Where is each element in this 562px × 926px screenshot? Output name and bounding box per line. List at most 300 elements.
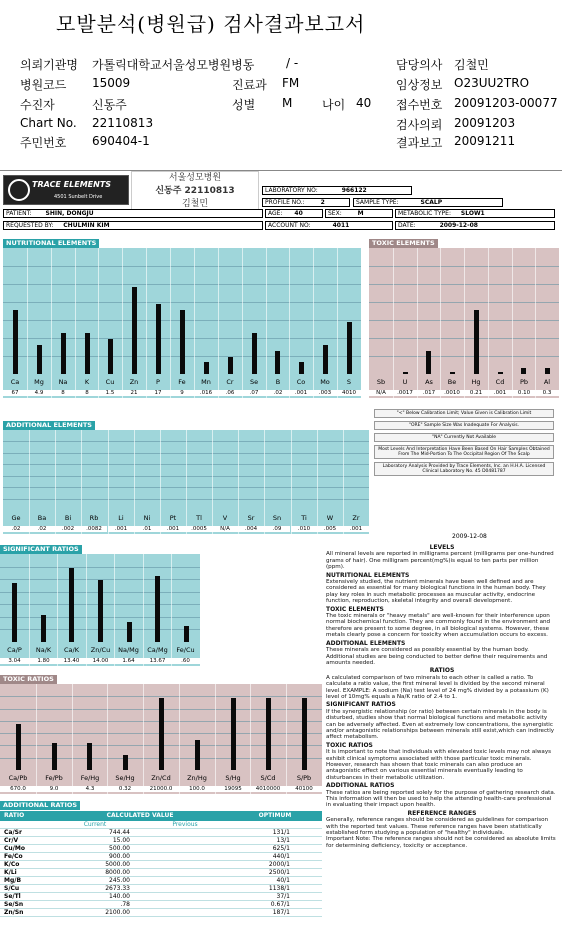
section-heading: NUTRITIONAL ELEMENTS [326, 571, 410, 579]
ratio-name: Se/Tl [4, 893, 21, 900]
hair-analysis-report [0, 170, 562, 926]
section-paragraph: These minerals are considered as possibly essential by the human body. Additional studies are being conducted to better define their requirements and amounts needed. [326, 647, 548, 666]
column-divider [440, 248, 441, 398]
report-date-footer: 2009-12-08 [452, 533, 487, 540]
report-header [0, 0, 562, 165]
date-box: DATE: 2009-12-08 [395, 221, 555, 230]
ratio-optimum: 1138/1 [268, 885, 290, 892]
ratio-name: Zn/Sn [4, 909, 24, 916]
value-chart: 22110813 [92, 116, 154, 130]
bar-label: Ca/Pb [8, 774, 28, 782]
bar-value: 0.32 [107, 786, 143, 792]
ratio-optimum: 2000/1 [268, 861, 290, 868]
logo-address: 4501 Sunbelt Drive [54, 194, 103, 200]
bar-label: Zn/Cu [90, 646, 111, 654]
ratio-current: 2673.33 [105, 885, 130, 892]
chart-bar [37, 345, 42, 374]
chart-bar [474, 310, 479, 374]
ratio-current: 5000.00 [105, 861, 130, 868]
table-row [0, 877, 322, 885]
table-row [0, 885, 322, 893]
ratio-previous [140, 901, 230, 908]
label-sex: 성별 [232, 98, 256, 112]
patient-box: PATIENT: SHIN, DONGJU [3, 209, 263, 218]
stamp-line-3: 김철민 [181, 199, 209, 209]
bar-label: W [326, 514, 334, 522]
lab-no-box: LABORATORY NO: 966122 [262, 186, 412, 195]
significant-ratios-chart [0, 554, 200, 666]
bar-value: .003 [313, 390, 337, 396]
ratio-optimum: 440/1 [272, 853, 290, 860]
bar-label: Ba [37, 514, 47, 522]
bar-value: .02 [266, 390, 290, 396]
notes-block [374, 409, 554, 479]
bar-label: Al [543, 378, 551, 386]
bar-value: .02 [3, 526, 29, 532]
chart-bar [69, 568, 74, 642]
significant-ratios-title: SIGNIFICANT RATIOS [0, 545, 82, 554]
note-calibration: "<" Below Calibration Limit; Value Given is Calibration Limit [374, 409, 554, 418]
bar-value: 17 [146, 390, 170, 396]
bar-value: 0.3 [535, 390, 559, 396]
chart-bar [13, 310, 18, 374]
chart-bar [61, 333, 66, 374]
ratio-name: K/Li [4, 869, 17, 876]
table-row [0, 909, 322, 917]
chart-bar [127, 622, 132, 642]
table-subheader: Current Previous [0, 821, 322, 829]
ratio-name: Cr/V [4, 837, 19, 844]
bar-label: Sb [376, 378, 386, 386]
ratio-previous [140, 869, 230, 876]
chart-bar [87, 743, 92, 770]
bar-value: 14.00 [86, 658, 115, 664]
chart-bar [16, 724, 21, 770]
section-heading: REFERENCE RANGES [407, 809, 477, 817]
chart-bar [159, 698, 164, 770]
bar-label: Cu [105, 378, 115, 386]
bar-label: Fe/Pb [45, 774, 63, 782]
bar-value: 21 [122, 390, 146, 396]
chart-bar [184, 626, 189, 642]
bar-label: Fe/Hg [80, 774, 100, 782]
bar-label: Cr [226, 378, 234, 386]
section-paragraph: It is important to note that individuals with elevated toxic levels may not always exhibit clinical symptoms associated with those particular toxic minerals. However, research has shown that toxic minerals can also produce an antagonistic effect on various essential minerals eventually leading to disturbances in their metabolic utilization. [326, 749, 552, 781]
logo-text: TRACE ELEMENTS [32, 180, 112, 189]
chart-bar [545, 368, 550, 374]
bar-label: Tl [196, 514, 202, 522]
ratio-name: Se/Sn [4, 901, 24, 908]
bar-value: .0082 [81, 526, 107, 532]
ratio-previous [140, 853, 230, 860]
bar-value: .001 [160, 526, 186, 532]
bar-label: Be [447, 378, 457, 386]
ratio-previous [140, 837, 230, 844]
chart-bar [52, 743, 57, 770]
bar-value: 100.0 [179, 786, 215, 792]
note-ore: "ORE" Sample Size Was Inadequate For Analysis. [374, 421, 554, 430]
bar-label: Se [249, 378, 259, 386]
bar-value: 13.40 [57, 658, 86, 664]
bar-value: 1.5 [98, 390, 122, 396]
section-heading: TOXIC ELEMENTS [326, 605, 384, 613]
table-row [0, 861, 322, 869]
column-divider [75, 248, 76, 398]
value-doctor: 김철민 [454, 58, 489, 72]
value-sex: M [282, 96, 293, 110]
label-age: 나이 [322, 98, 346, 112]
bar-value: 670.0 [0, 786, 36, 792]
column-divider [313, 248, 314, 398]
chart-bar [403, 372, 408, 374]
logo-circle-icon [8, 179, 30, 201]
sex-box: SEX: M [325, 209, 393, 218]
bar-value: 8 [51, 390, 75, 396]
bar-label: Rb [89, 514, 99, 522]
column-divider [122, 248, 123, 398]
toxic-title: TOXIC ELEMENTS [369, 239, 438, 248]
section-paragraph: Generally, reference ranges should be considered as guidelines for comparison with the reported test values. These reference ranges have been statistically established form studying a population of "healthy" individuals. [326, 817, 549, 837]
chart-bar [12, 583, 17, 642]
toxic-ratios-title: TOXIC RATIOS [0, 675, 57, 684]
sample-box: SAMPLE TYPE: SCALP [353, 198, 503, 207]
chart-bar [180, 310, 185, 374]
section-heading: ADDITIONAL RATIOS [326, 782, 395, 790]
bar-label: Ni [143, 514, 151, 522]
section-heading: RATIOS [429, 667, 455, 675]
chart-bar [266, 698, 271, 770]
bar-value: .60 [171, 658, 200, 664]
ratio-optimum: 2500/1 [268, 869, 290, 876]
bar-label: Ca/P [7, 646, 22, 654]
nutritional-chart [3, 248, 361, 398]
bar-value: 8 [75, 390, 99, 396]
ratio-current: 15.00 [112, 837, 130, 844]
stamp-line-2: 신동주 22110813 [155, 186, 235, 196]
age-box: AGE: 40 [265, 209, 323, 218]
lab-logo [3, 175, 129, 205]
bar-label: Ca/Mg [147, 646, 168, 654]
additional-elements-chart [3, 430, 369, 534]
hospital-stamp [131, 171, 259, 211]
chart-bar [41, 615, 46, 642]
column-divider [337, 248, 338, 398]
value-hospital-code: 15009 [92, 76, 131, 90]
bar-value: 19095 [215, 786, 251, 792]
note-scalp: Most Levels And Interpretation Have Been Based On Hair Samples Obtained From The Mid-Portion To The Occipital Region Of The Scalp [374, 445, 554, 459]
ratio-current: 2100.00 [105, 909, 130, 916]
value-patient: 신동주 [92, 98, 127, 112]
section-paragraph: These ratios are being reported solely for the purpose of gathering research data. This information will then be used to help the attending health-care professional in evaluating their impact upon health. [326, 789, 556, 809]
column-divider [146, 248, 147, 398]
bar-label: Zn [129, 378, 139, 386]
bar-value: 67 [3, 390, 27, 396]
bar-value: .016 [194, 390, 218, 396]
chart-bar [347, 322, 352, 374]
bar-value: .010 [291, 526, 317, 532]
chart-bar [85, 333, 90, 374]
explanatory-text [326, 543, 558, 849]
section-paragraph: All mineral levels are reported in milligrams percent (milligrams per one-hundred grams of hair). One milligram percent(mg%)is equal to ten parts per million (ppm). [326, 551, 554, 571]
ratio-optimum: 0.67/1 [270, 901, 290, 908]
page-title: 모발분석(병원급) 검사결과보고서 [56, 12, 366, 36]
bar-label: Fe [178, 378, 186, 386]
bar-value: 9.0 [36, 786, 72, 792]
ratio-optimum: 625/1 [272, 845, 290, 852]
bar-label: S/Pb [296, 774, 312, 782]
table-row [0, 901, 322, 909]
column-divider [417, 248, 418, 398]
ratio-current: .78 [120, 901, 130, 908]
bar-value: .09 [264, 526, 290, 532]
column-divider [242, 248, 243, 398]
ratio-current: 245.00 [109, 877, 130, 884]
toxic-chart [369, 248, 559, 398]
bar-label: Co [296, 378, 306, 386]
bar-label: S/Cd [260, 774, 276, 782]
value-clinical: O23UU2TRO [454, 76, 530, 90]
bar-value: 4.3 [72, 786, 108, 792]
bar-label: Ca/K [64, 646, 79, 654]
ratio-name: Mg/B [4, 877, 22, 884]
bar-value: .017 [417, 390, 441, 396]
chart-bar [323, 345, 328, 374]
section-heading: LEVELS [429, 544, 455, 551]
bar-label: Mo [320, 378, 330, 386]
bar-label: Mg [34, 378, 44, 386]
bar-label: Ca [10, 378, 20, 386]
chart-bar [132, 287, 137, 374]
ratio-previous [140, 893, 230, 900]
chart-bar [155, 576, 160, 642]
bar-label: U [402, 378, 408, 386]
bar-label: Cd [495, 378, 505, 386]
chart-bar [123, 755, 128, 770]
section-heading: TOXIC RATIOS [326, 741, 373, 749]
table-row [0, 869, 322, 877]
metabolic-box: METABOLIC TYPE: SLOW1 [395, 209, 555, 218]
ratio-previous [140, 829, 230, 836]
bar-value: .005 [317, 526, 343, 532]
table-header: RATIO CALCULATED VALUE OPTIMUM [0, 811, 322, 821]
bar-label: P [156, 378, 160, 386]
column-divider [27, 248, 28, 398]
label-hospital-code: 병원코드 [20, 78, 67, 92]
column-divider [51, 248, 52, 398]
value-request-date: 20091203 [454, 116, 516, 130]
bar-label: Bi [64, 514, 72, 522]
chart-bar [302, 698, 307, 770]
bar-value: 0.21 [464, 390, 488, 396]
stamp-line-1: 서울성모병원 [168, 173, 222, 183]
bar-value: .001 [488, 390, 512, 396]
bar-value: .06 [218, 390, 242, 396]
bar-label: Fe/Cu [176, 646, 195, 654]
section-paragraph: Extensively studied, the nutrient minerals have been well defined and are considered as essential for many biological functions in the human body. They play key roles in such metabolic processes as muscular activity, endocrine function, reproduction, skeletal integrity and overall development. [326, 579, 546, 605]
bar-label: S [346, 378, 352, 386]
bar-label: Pb [519, 378, 529, 386]
account-box: ACCOUNT NO: 4011 [265, 221, 393, 230]
section-paragraph: If the synergistic relationship (or ratio) between certain minerals in the body is disturbed, studies show that normal biological functions and metabolic activity can be adversely affected. Even at extremely low concentrations, the synergistic and/or antagonistic relationships between minerals still exist,which can indirectly affect metabolism. [326, 708, 555, 741]
grid-line [0, 696, 322, 697]
bar-value: N/A [212, 526, 238, 532]
label-clinical: 임상정보 [396, 78, 443, 92]
bar-label: Li [118, 514, 124, 522]
chart-bar [521, 368, 526, 374]
value-institution: 가톨릭대학교서울성모병원병동 [92, 58, 255, 72]
column-divider [218, 248, 219, 398]
bar-label: Hg [471, 378, 481, 386]
chart-bar [108, 339, 113, 374]
value-dept: FM [282, 76, 300, 90]
bar-label: B [275, 378, 281, 386]
chart-bar [98, 580, 103, 642]
ratio-current: 900.00 [109, 853, 130, 860]
bar-label: Sr [247, 514, 255, 522]
column-divider [535, 248, 536, 398]
bar-value: 4.9 [27, 390, 51, 396]
ratio-previous [140, 909, 230, 916]
column-divider [512, 248, 513, 398]
bar-value: N/A [369, 390, 393, 396]
bar-label: Ge [11, 514, 21, 522]
bar-value: 3.04 [0, 658, 29, 664]
label-result-date: 결과보고 [396, 136, 443, 150]
ratio-optimum: 131/1 [272, 829, 290, 836]
additional-elements-title: ADDITIONAL ELEMENTS [3, 421, 95, 430]
section-heading: ADDITIONAL ELEMENTS [326, 639, 406, 647]
column-divider [98, 248, 99, 398]
ratio-previous [140, 861, 230, 868]
bar-value: 4010000 [250, 786, 286, 792]
chart-bar [450, 372, 455, 374]
column-divider [194, 248, 195, 398]
value-ward: / - [286, 56, 299, 70]
label-chart: Chart No. [20, 116, 77, 130]
bar-label: Zn/Hg [187, 774, 207, 782]
ratio-optimum: 187/1 [272, 909, 290, 916]
label-institution: 의뢰기관명 [20, 58, 78, 72]
ratio-optimum: 37/1 [276, 893, 290, 900]
bar-value: .002 [55, 526, 81, 532]
chart-bar [195, 740, 200, 770]
bar-label: Zn/Cd [151, 774, 171, 782]
ratio-previous [140, 845, 230, 852]
value-result-date: 20091211 [454, 134, 516, 148]
bar-value: 1.80 [29, 658, 58, 664]
ratio-name: K/Co [4, 861, 20, 868]
chart-bar [498, 372, 503, 374]
ratio-name: Fe/Co [4, 853, 23, 860]
ratio-previous [140, 877, 230, 884]
chart-bar [426, 351, 431, 374]
grid-line [3, 284, 361, 285]
bar-value: .0017 [393, 390, 417, 396]
chart-bar [231, 698, 236, 770]
table-row [0, 853, 322, 861]
ratio-current: 140.00 [109, 893, 130, 900]
label-doctor: 담당의사 [396, 58, 443, 72]
bar-label: Na [58, 378, 68, 386]
bar-label: Ti [301, 514, 307, 522]
additional-ratios-title: ADDITIONAL RATIOS [0, 801, 80, 810]
ratio-optimum: 40/1 [276, 877, 290, 884]
bar-value: .0010 [440, 390, 464, 396]
note-na: "NA" Currently Not Available [374, 433, 554, 442]
bar-value: .001 [289, 390, 313, 396]
bar-label: Na/K [35, 646, 52, 654]
bar-value: 0.10 [512, 390, 536, 396]
label-dept: 진료과 [232, 78, 267, 92]
table-row [0, 893, 322, 901]
bar-label: Mn [201, 378, 211, 386]
column-divider [289, 248, 290, 398]
section-paragraph: A calculated comparison of two minerals to each other is called a ratio. To calculate a ratio value, the first mineral level is divided by the second mineral level. EXAMPLE: A sodium (Na) test level of 24 mg% divided by a potassium (K) level of 10mg% equals a Na/K ratio of 2.4 to 1. [326, 674, 549, 700]
grid-line [3, 302, 361, 303]
bar-value: 40100 [286, 786, 322, 792]
ratio-name: Ca/Sr [4, 829, 22, 836]
ratio-optimum: 13/1 [276, 837, 290, 844]
label-request-date: 검사의뢰 [396, 118, 443, 132]
chart-bar [228, 357, 233, 374]
bar-value: .004 [238, 526, 264, 532]
label-patient: 수진자 [20, 98, 55, 112]
additional-ratios-table [0, 811, 322, 917]
bar-value: .07 [242, 390, 266, 396]
value-age: 40 [356, 96, 372, 110]
chart-bar [204, 362, 209, 374]
bar-label: As [425, 378, 433, 386]
bar-label: S/Hg [225, 774, 241, 782]
ratio-name: S/Cu [4, 885, 20, 892]
label-ssn: 주민번호 [20, 136, 67, 150]
bar-value: .001 [343, 526, 369, 532]
column-divider [488, 248, 489, 398]
requested-box: REQUESTED BY: CHULMIN KIM [3, 221, 263, 230]
chart-bar [156, 304, 161, 374]
chart-bar [252, 333, 257, 374]
column-divider [266, 248, 267, 398]
bar-value: 9 [170, 390, 194, 396]
ratio-current: 500.00 [109, 845, 130, 852]
bar-label: Se/Hg [115, 774, 135, 782]
bar-label: Pt [169, 514, 177, 522]
chart-bar [275, 351, 280, 374]
ratio-previous [140, 885, 230, 892]
section-paragraph: The toxic minerals or "heavy metals" are well-known for their interference upon normal biochemical function. They are commonly found in the environment and therefore are present to some degree, in all biological systems. However, these metals clearly pose a concern for toxicity when accumulation occurs to excess. [326, 613, 551, 639]
grid-line [3, 266, 361, 267]
bar-value: .0005 [186, 526, 212, 532]
bar-value: .01 [134, 526, 160, 532]
grid-line [0, 567, 200, 568]
label-receipt: 접수번호 [396, 98, 443, 112]
column-divider [464, 248, 465, 398]
bar-value: 21000.0 [143, 786, 179, 792]
bar-label: Na/Mg [118, 646, 139, 654]
note-lab: Laboratory Analysis Provided by Trace Elements, Inc. an H.H.A. Licensed Clinical Laboratory No. 45 D0481787 [374, 462, 554, 476]
bar-label: Sn [272, 514, 282, 522]
bar-value: .001 [108, 526, 134, 532]
bar-label: Zr [352, 514, 360, 522]
column-divider [393, 248, 394, 398]
bar-label: V [222, 514, 228, 522]
section-paragraph: Important Note: The reference ranges should not be considered as absolute limits for determining deficiency, toxicity or acceptance. [326, 836, 556, 849]
bar-value: 1.64 [114, 658, 143, 664]
toxic-ratios-chart [0, 684, 322, 794]
table-row [0, 837, 322, 845]
profile-box: PROFILE NO.: 2 [262, 198, 350, 207]
bar-value: .02 [29, 526, 55, 532]
